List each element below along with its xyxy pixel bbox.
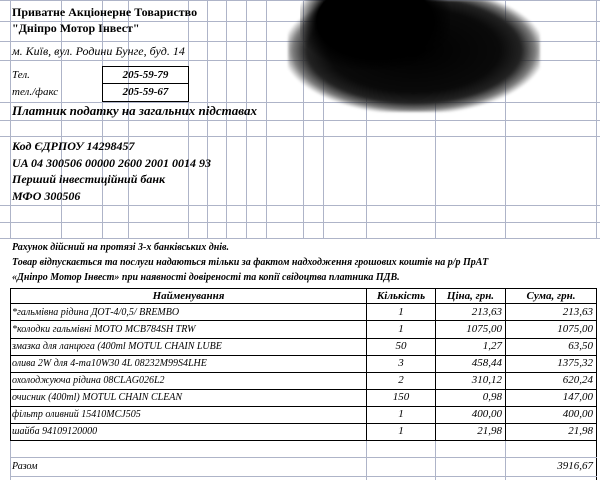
row-name: охолоджуюча рідина 08CLAG026L2 bbox=[12, 375, 165, 386]
row-price: 0,98 bbox=[482, 391, 502, 403]
col-header-qty: Кількість bbox=[376, 290, 426, 302]
company-address: м. Київ, вул. Родини Бунге, буд. 14 bbox=[12, 44, 185, 58]
row-qty: 1 bbox=[398, 408, 404, 420]
row-price: 213,63 bbox=[471, 306, 502, 318]
redaction-blot-core bbox=[300, 0, 450, 70]
edrpou-code: Код ЄДРПОУ 14298457 bbox=[12, 139, 135, 153]
row-qty: 1 bbox=[398, 323, 404, 335]
row-price: 458,44 bbox=[471, 357, 502, 369]
row-price: 310,12 bbox=[471, 374, 502, 386]
row-sum: 1075,00 bbox=[557, 323, 593, 335]
col-header-price: Ціна, грн. bbox=[446, 290, 495, 302]
row-price: 1,27 bbox=[482, 340, 502, 352]
fax-value: 205-59-67 bbox=[122, 86, 169, 98]
row-name: шайба 94109120000 bbox=[12, 426, 98, 437]
row-sum: 1375,32 bbox=[557, 357, 593, 369]
mfo-code: МФО 300506 bbox=[12, 189, 81, 203]
row-qty: 1 bbox=[398, 425, 404, 437]
row-sum: 620,24 bbox=[562, 374, 593, 386]
row-sum: 213,63 bbox=[562, 306, 593, 318]
condition-note-line1: Товар відпускається та послуги надаються тільки за фактом надходження грошових коштів на р/р ПрАТ bbox=[12, 257, 489, 268]
tel-label: Тел. bbox=[12, 69, 30, 81]
total-label: Разом bbox=[12, 461, 38, 472]
total-value: 3916,67 bbox=[557, 460, 593, 472]
row-name: *колодки гальмівні MOTO MCB784SH TRW bbox=[12, 324, 196, 335]
row-price: 21,98 bbox=[477, 425, 502, 437]
company-name-line2: "Дніпро Мотор Інвест" bbox=[12, 21, 140, 35]
col-header-name: Найменування bbox=[152, 290, 225, 302]
row-sum: 21,98 bbox=[568, 425, 593, 437]
row-name: олива 2W для 4-та10W30 4L 08232M99S4LHE bbox=[12, 358, 207, 369]
fax-label: тел./факс bbox=[12, 86, 59, 98]
row-qty: 3 bbox=[398, 357, 404, 369]
row-price: 400,00 bbox=[471, 408, 502, 420]
row-sum: 147,00 bbox=[562, 391, 593, 403]
company-name-line1: Приватне Акціонерне Товариство bbox=[12, 5, 198, 19]
col-header-sum: Сума, грн. bbox=[526, 290, 576, 302]
row-qty: 150 bbox=[392, 391, 410, 403]
bank-account: UA 04 300506 00000 2600 2001 0014 93 bbox=[12, 156, 212, 170]
row-qty: 1 bbox=[398, 306, 404, 318]
condition-note-line2: «Дніпро Мотор Інвест» при наявності довіреності та копії свідоцтва платника ПДВ. bbox=[12, 272, 400, 283]
row-price: 1075,00 bbox=[466, 323, 502, 335]
validity-note: Рахунок дійсний на протязі 3-х банківських днів. bbox=[12, 242, 229, 253]
row-qty: 50 bbox=[395, 340, 407, 352]
row-name: фільтр оливний 15410MCJ505 bbox=[12, 409, 141, 420]
row-sum: 63,50 bbox=[568, 340, 593, 352]
bank-name: Перший інвестиційний банк bbox=[12, 172, 166, 186]
tax-status: Платник податку на загальних підставах bbox=[12, 103, 257, 118]
row-name: *гальмівна рідина ДОТ-4/0,5/ BREMBO bbox=[12, 307, 180, 318]
row-name: змазка для ланцюга (400ml MOTUL CHAIN LUBE bbox=[12, 341, 222, 352]
row-sum: 400,00 bbox=[562, 408, 593, 420]
row-qty: 2 bbox=[398, 374, 404, 386]
row-name: очисник (400ml) MOTUL CHAIN CLEAN bbox=[12, 392, 183, 403]
tel-value: 205-59-79 bbox=[122, 69, 169, 81]
